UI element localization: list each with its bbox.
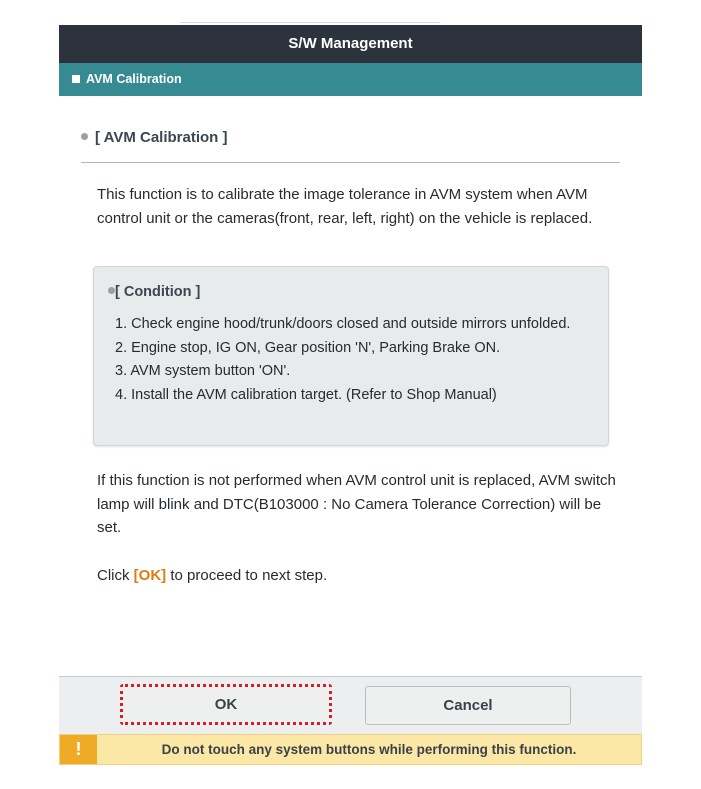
subtitle-bar [59, 63, 642, 96]
cancel-button[interactable] [365, 686, 571, 725]
warning-banner [59, 734, 642, 765]
instruction-suffix: to proceed to next step. [166, 567, 328, 584]
top-divider [180, 22, 440, 23]
ok-button[interactable] [122, 686, 330, 723]
warning-text: Do not touch any system buttons while performing this function. [161, 742, 577, 757]
cancel-button-label: Cancel [443, 697, 493, 714]
condition-item: 3. AVM system button 'ON'. [115, 363, 291, 379]
condition-item: 1. Check engine hood/trunk/doors closed and outside mirrors unfolded. [115, 316, 571, 332]
section-description: This function is to calibrate the image tolerance in AVM system when AVM control unit or the cameras(front, rear, left, right) on the vehicle is replaced. [97, 186, 593, 227]
instruction-prefix: Click [97, 567, 134, 584]
condition-item: 4. Install the AVM calibration target. (Refer to Shop Manual) [115, 386, 497, 403]
condition-list [115, 313, 595, 407]
section-heading [81, 129, 228, 146]
condition-heading-text: [ Condition ] [115, 284, 201, 300]
square-bullet-icon [72, 75, 80, 83]
section-divider [81, 162, 620, 163]
instruction-highlight: [OK] [133, 567, 167, 584]
sw-management-dialog [59, 25, 642, 765]
bullet-icon [108, 287, 115, 294]
subtitle-label: AVM Calibration [86, 72, 182, 86]
instruction-text [97, 564, 327, 588]
window-title: S/W Management [59, 25, 642, 63]
condition-box [93, 266, 609, 446]
exclamation-icon: ! [60, 735, 97, 764]
bullet-icon [81, 133, 88, 140]
condition-heading [108, 284, 200, 300]
condition-item: 2. Engine stop, IG ON, Gear position 'N', Parking Brake ON. [115, 339, 501, 356]
ok-button-label: OK [214, 696, 238, 713]
button-bar [59, 676, 642, 735]
section-heading-text: [ AVM Calibration ] [95, 129, 228, 146]
warning-note: If this function is not performed when AVM control unit is replaced, AVM switch lamp will blink and DTC(B103000 : No Camera Tolerance Correction) will be set. [97, 472, 616, 536]
